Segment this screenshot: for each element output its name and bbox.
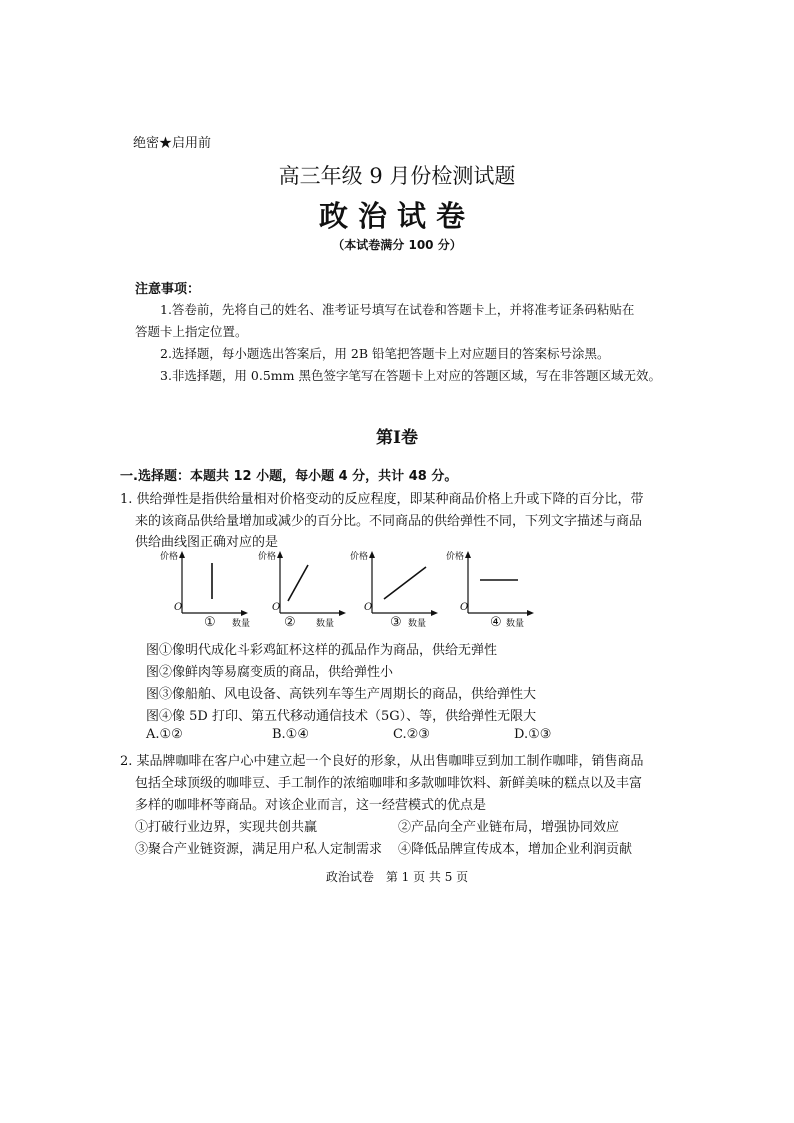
subject-title: 政治试卷 bbox=[318, 199, 475, 233]
q1-statement-1: 图①像明代成化斗彩鸡缸杯这样的孤品作为商品，供给无弹性 bbox=[146, 643, 498, 658]
graph-2-y-arrow bbox=[277, 551, 283, 558]
graph-3-number: ③ bbox=[390, 615, 402, 630]
q2-stem-line-1: 2. 某品牌咖啡在客户心中建立起一个良好的形象，从出售咖啡豆到加工制作咖啡，销售商品 bbox=[120, 754, 644, 769]
q1-option-d: D.①③ bbox=[514, 727, 552, 742]
q1-stem-line-2: 来的该商品供给量增加或减少的百分比。不同商品的供给弹性不同，下列文字描述与商品 bbox=[135, 514, 643, 529]
graph-4-number: ④ bbox=[490, 615, 502, 630]
graph-2-x-arrow bbox=[339, 610, 346, 616]
q1-statement-3: 图③像船舶、风电设备、高铁列车等生产周期长的商品，供给弹性大 bbox=[146, 687, 537, 702]
graph-1-ylabel: 价格 bbox=[160, 552, 179, 562]
notice-item-3: 3.非选择题，用 0.5mm 黑色签字笔写在答题卡上对应的答题区域，写在非答题区域无效。 bbox=[160, 368, 661, 383]
graph-2-number: ② bbox=[284, 615, 296, 630]
section-title: 第Ⅰ卷 bbox=[376, 428, 418, 448]
graph-2-origin: O bbox=[272, 602, 281, 613]
exam-title: 高三年级 9 月份检测试题 bbox=[278, 164, 516, 188]
notice-heading: 注意事项： bbox=[135, 282, 201, 297]
q1-option-c: C.②③ bbox=[393, 727, 430, 742]
supply-graph-1 bbox=[160, 549, 255, 629]
q2-choice-4: ④降低品牌宣传成本，增加企业利润贡献 bbox=[398, 842, 633, 857]
graph-2-supply-line bbox=[288, 565, 308, 601]
q1-stem-line-1: 1. 供给弹性是指供给量相对价格变动的反应程度，即某种商品价格上升或下降的百分比，带 bbox=[120, 492, 644, 507]
graph-4-y-arrow bbox=[465, 551, 471, 558]
supply-graph-2 bbox=[258, 549, 353, 629]
graph-1-number: ① bbox=[204, 615, 216, 630]
q1-option-b: B.①④ bbox=[272, 727, 309, 742]
part-heading: 一.选择题：本题共 12 小题，每小题 4 分，共计 48 分。 bbox=[120, 469, 458, 484]
graph-3-xlabel: 数量 bbox=[408, 619, 427, 629]
graph-1-y-arrow bbox=[179, 551, 185, 558]
q2-choice-1: ①打破行业边界，实现共创共赢 bbox=[135, 820, 318, 835]
secret-label: 绝密★启用前 bbox=[133, 136, 212, 151]
graph-3-x-arrow bbox=[431, 610, 438, 616]
q1-option-a: A.①② bbox=[146, 727, 183, 742]
graph-3-ylabel: 价格 bbox=[350, 552, 369, 562]
q1-statement-4: 图④像 5D 打印、第五代移动通信技术（5G）、等，供给弹性无限大 bbox=[146, 709, 537, 724]
graph-4-x-arrow bbox=[527, 610, 534, 616]
graph-1-xlabel: 数量 bbox=[232, 619, 251, 629]
q2-stem-line-2: 包括全球顶级的咖啡豆、手工制作的浓缩咖啡和多款咖啡饮料、新鲜美味的糕点以及丰富 bbox=[135, 776, 643, 791]
q1-statement-2: 图②像鲜肉等易腐变质的商品，供给弹性小 bbox=[146, 665, 394, 680]
q2-choice-3: ③聚合产业链资源，满足用户私人定制需求 bbox=[135, 842, 383, 857]
notice-item-2: 2.选择题，每小题选出答案后，用 2B 铅笔把答题卡上对应题目的答案标号涂黑。 bbox=[160, 346, 610, 361]
q1-stem-line-3: 供给曲线图正确对应的是 bbox=[135, 535, 279, 550]
graph-2-xlabel: 数量 bbox=[316, 619, 335, 629]
graph-2-ylabel: 价格 bbox=[258, 552, 277, 562]
supply-graph-3 bbox=[350, 549, 445, 629]
graph-4-xlabel: 数量 bbox=[506, 619, 525, 629]
graph-4-origin: O bbox=[460, 602, 469, 613]
graph-1-origin: O bbox=[174, 602, 183, 613]
q2-choice-2: ②产品向全产业链布局，增强协同效应 bbox=[398, 820, 620, 835]
graph-3-origin: O bbox=[364, 602, 373, 613]
full-score-note: （本试卷满分 100 分） bbox=[332, 238, 462, 252]
notice-item-1-cont: 答题卡上指定位置。 bbox=[135, 324, 248, 339]
graph-4-ylabel: 价格 bbox=[446, 552, 465, 562]
graph-3-supply-line bbox=[384, 567, 426, 599]
supply-graph-4 bbox=[446, 549, 541, 629]
page-footer: 政治试卷 第 1 页 共 5 页 bbox=[325, 870, 469, 884]
notice-item-1: 1.答卷前，先将自己的姓名、准考证号填写在试卷和答题卡上，并将准考证条码粘贴在 bbox=[160, 302, 635, 317]
graph-3-y-arrow bbox=[369, 551, 375, 558]
q2-stem-line-3: 多样的咖啡杯等商品。对该企业而言，这一经营模式的优点是 bbox=[135, 798, 487, 813]
